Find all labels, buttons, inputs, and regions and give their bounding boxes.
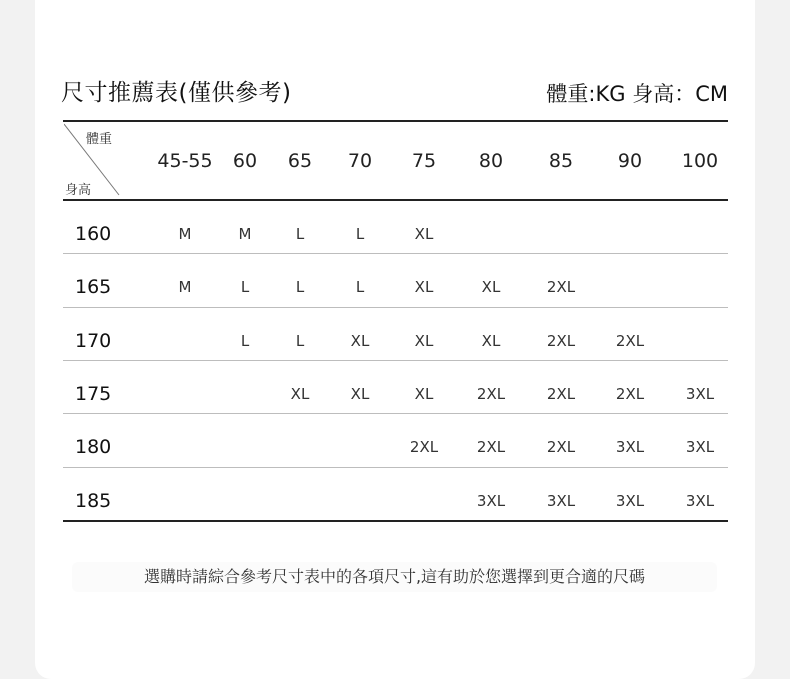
size-cell: L: [295, 331, 305, 350]
size-cell: L: [295, 225, 305, 243]
units-label: 體重:KG 身高：CM: [546, 82, 728, 106]
size-cell: 3XL: [685, 438, 715, 457]
size-cell: 2XL: [546, 438, 576, 457]
size-cell: XL: [414, 384, 434, 403]
height-header-label: 身高: [65, 183, 92, 198]
row-divider: [63, 253, 728, 254]
size-cell: M: [178, 278, 192, 297]
height-row-header: 170: [75, 329, 112, 352]
size-cell: 2XL: [546, 384, 576, 403]
size-cell: 3XL: [685, 384, 715, 403]
header-bottom-rule: [63, 199, 728, 201]
weight-column-header: 70: [347, 150, 373, 172]
size-cell: 2XL: [409, 438, 439, 457]
row-divider: [63, 307, 728, 308]
size-cell: L: [295, 278, 305, 297]
size-cell: L: [240, 278, 250, 297]
size-cell: 3XL: [476, 491, 506, 510]
weight-column-header: 85: [548, 150, 574, 172]
size-cell: 2XL: [476, 438, 506, 457]
weight-column-header: 45-55: [157, 150, 213, 172]
size-cell: 2XL: [476, 384, 506, 403]
weight-column-header: 100: [681, 150, 719, 172]
row-divider: [63, 467, 728, 468]
size-cell: L: [355, 278, 365, 297]
chart-title: 尺寸推薦表(僅供參考): [61, 80, 292, 106]
weight-column-header: 80: [478, 150, 504, 172]
size-cell: M: [178, 225, 192, 243]
size-cell: 3XL: [615, 438, 645, 457]
weight-column-header: 60: [232, 150, 258, 172]
row-divider: [63, 360, 728, 361]
height-row-header: 160: [75, 223, 112, 245]
size-cell: 3XL: [685, 491, 715, 510]
table-bottom-rule: [63, 520, 728, 522]
size-cell: 3XL: [615, 491, 645, 510]
height-row-header: 175: [75, 382, 112, 405]
row-divider: [63, 413, 728, 414]
size-cell: XL: [350, 384, 370, 403]
height-row-header: 165: [75, 276, 112, 299]
weight-header-label: 體重: [86, 132, 113, 147]
size-cell: L: [240, 331, 250, 350]
weight-column-header: 65: [287, 150, 313, 172]
weight-column-header: 90: [617, 150, 643, 172]
weight-column-header: 75: [411, 150, 437, 172]
size-cell: 2XL: [615, 331, 645, 350]
size-cell: 2XL: [546, 278, 576, 297]
size-cell: XL: [350, 331, 370, 350]
size-cell: 2XL: [546, 331, 576, 350]
size-cell: 3XL: [546, 491, 576, 510]
size-cell: XL: [290, 384, 310, 403]
size-cell: M: [238, 225, 252, 243]
size-cell: XL: [414, 331, 434, 350]
size-cell: XL: [481, 331, 501, 350]
height-row-header: 180: [75, 436, 112, 459]
table-top-rule: [63, 120, 728, 122]
height-row-header: 185: [75, 489, 112, 512]
size-cell: XL: [414, 225, 434, 243]
size-cell: XL: [481, 278, 501, 297]
footer-note: 選購時請綜合參考尺寸表中的各項尺寸,這有助於您選擇到更合適的尺碼: [72, 562, 717, 592]
size-cell: L: [355, 225, 365, 243]
size-cell: 2XL: [615, 384, 645, 403]
size-cell: XL: [414, 278, 434, 297]
